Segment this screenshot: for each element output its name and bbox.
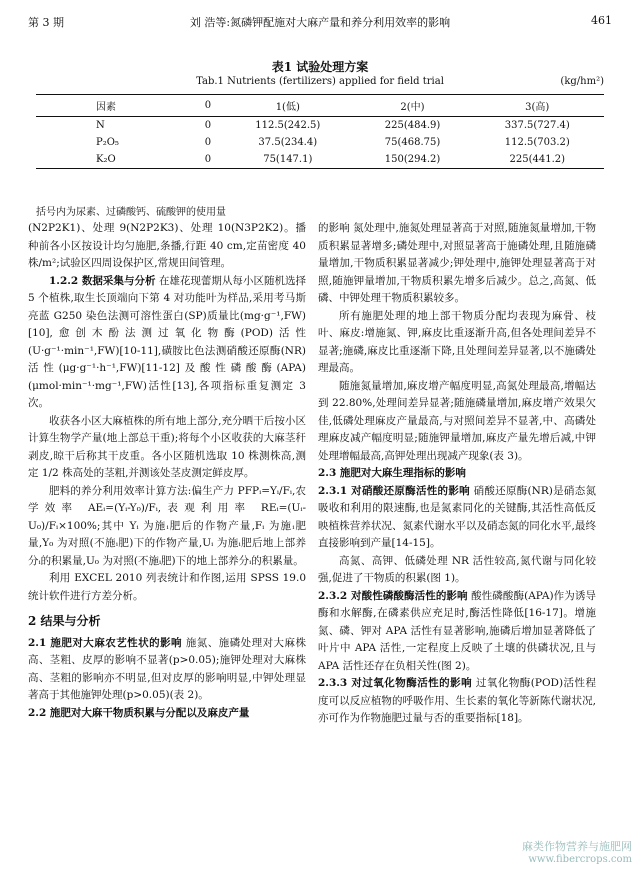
table-unit: (kg/hm²) xyxy=(560,76,604,87)
paragraph: 肥料的养分利用效率计算方法:偏生产力 PFPᵢ=Yᵢ/Fᵢ,农学效率 AEᵢ=(Yᵢ-Y₀)/Fᵢ,表观利用率 REᵢ=(Uᵢ-U₀)/Fᵢ×100%;其中 Yᵢ 为施ᵢ肥后的作物产量,Fᵢ 为施ᵢ肥量,Y₀ 为对照(不施ᵢ肥)下的作物产量,Uᵢ 为施ᵢ肥后地上部养分ᵢ的积累量,U₀ 为对照(不施ᵢ肥)下的地上部养分ᵢ的积累量。 xyxy=(28,484,306,567)
table-cell: 0 xyxy=(204,154,212,165)
paragraph-text: 硝酸还原酶(NR)是硝态氮吸收和利用的限速酶,也是氮素同化的关键酶,其活性高低反映植株营养状况、氮素代谢水平以及硝态氮的同化水平,最终直接影响到产量[14-15]。 xyxy=(318,484,596,549)
treatment-table xyxy=(36,94,604,169)
section-heading: 2 结果与分析 xyxy=(28,614,101,628)
paragraph: 高氮、高钾、低磷处理 NR 活性较高,氮代谢与同化较强,促进了干物质的积累(图 1)。 xyxy=(318,554,596,584)
table-row xyxy=(36,151,604,169)
table-cell: K₂O xyxy=(96,154,116,165)
table-cell: 150(294.2) xyxy=(384,154,441,165)
header-cell: 3(高) xyxy=(525,102,550,113)
table-header-row xyxy=(36,95,604,117)
left-column xyxy=(28,220,306,722)
table-cell: 75(147.1) xyxy=(263,154,313,165)
paragraph: (N2P2K1)、处理 9(N2P2K3)、处理 10(N3P2K2)。播种前各小区按设计均匀施肥,条播,行距 40 cm,定苗密度 40 株/m²;试验区四周设保护区,常规田间管理。 xyxy=(28,222,306,269)
paragraph: 利用 EXCEL 2010 列表统计和作图,运用 SPSS 19.0 统计软件进行方差分析。 xyxy=(28,572,306,602)
table-row xyxy=(36,134,604,151)
paragraph: 随施氮量增加,麻皮增产幅度明显,高氮处理最高,增幅达到 22.80%,处理间差异显著;随施磷量增加,麻皮增产效果欠佳,低磷处理麻皮产量最高,与对照间差异不显著,中、高磷处理麻皮减产幅度明显;随施钾量增加,麻皮产量先增后减,中钾处理增幅最高,高钾处理出现减产现象(表 3)。 xyxy=(318,379,596,462)
header-cell: 因素 xyxy=(96,102,116,113)
table-cell: 225(441.2) xyxy=(509,154,566,165)
watermark-url: www.fibercrops.com xyxy=(528,854,632,865)
table-cell: P₂O₅ xyxy=(96,137,119,148)
paragraph xyxy=(318,483,596,553)
subsection-heading: 2.2 施肥对大麻干物质积累与分配以及麻皮产量 xyxy=(28,706,250,719)
header-cell: 0 xyxy=(204,100,212,111)
table-note: 括号内为尿素、过磷酸钙、硫酸钾的使用量 xyxy=(36,207,226,218)
table-cell: 225(484.9) xyxy=(384,120,441,131)
header-cell: 2(中) xyxy=(400,102,425,113)
paragraph-text: 施氮、施磷处理对大麻株高、茎粗、皮厚的影响不显著(p>0.05);施钾处理对大麻株高、茎粗的影响亦不明显,但对皮厚的影响明显,中钾处理显著高于其他施钾处理(p>0.05)(表 2)。 xyxy=(28,636,306,701)
table-title-en: Tab.1 Nutrients (fertilizers) applied for field trial xyxy=(196,76,444,87)
table-title: 表1 试验处理方案 xyxy=(271,60,369,74)
page-header xyxy=(28,14,612,34)
issue-number: 第 3 期 xyxy=(28,16,64,29)
watermark-site-name: 麻类作物营养与施肥网 xyxy=(522,840,632,853)
table-cell: 337.5(727.4) xyxy=(504,120,570,131)
page-number: 461 xyxy=(591,14,612,27)
paragraph: 的影响 氮处理中,施氮处理显著高于对照,随施氮量增加,干物质积累显著增多;磷处理中,对照显著高于施磷处理,且随施磷量增加,干物质积累显著减少;钾处理中,施钾处理显著高于对照,随施钾量增加,干物质积累先增多后减少。总之,高氮、低磷、中钾处理干物质积累较多。 xyxy=(318,222,596,304)
paragraph: 所有施肥处理的地上部干物质分配均表现为麻骨、枝叶、麻皮:增施氮、钾,麻皮比重逐渐升高,但各处理间差异不显著;施磷,麻皮比重逐渐下降,且处理间差异显著,以不施磷处理最高。 xyxy=(318,309,596,374)
table-cell: 75(468.75) xyxy=(384,137,441,148)
paragraph xyxy=(318,588,596,676)
table-cell: 112.5(703.2) xyxy=(504,137,570,148)
table-cell: N xyxy=(96,120,105,131)
running-title: 刘 浩等:氮磷钾配施对大麻产量和养分利用效率的影响 xyxy=(189,16,451,29)
right-column xyxy=(318,220,596,728)
subsection-heading: 2.3.3 对过氧化物酶活性的影响 xyxy=(318,677,473,689)
subsection-heading: 1.2.2 数据采集与分析 xyxy=(49,274,156,287)
subsection-heading: 2.1 施肥对大麻农艺性状的影响 xyxy=(28,636,182,649)
paragraph xyxy=(28,273,306,413)
table-cell: 0 xyxy=(204,120,212,131)
table-cell: 0 xyxy=(204,137,212,148)
watermark xyxy=(522,840,632,866)
paragraph-text: 酸性磷酸酶(APA)作为诱导酶和水解酶,在磷素供应充足时,酶活性降低[16-17]。增施氮、磷、钾对 APA 活性有显著影响,施磷后增加显著降低了叶片中 APA 活性,一定程度上反映了土壤的供磷状况,且与 APA 活性还存在负相关性(图 2)。 xyxy=(318,589,596,672)
subsection-heading: 2.3.2 对酸性磷酸酶活性的影响 xyxy=(318,589,468,602)
subsection-heading: 2.3 施肥对大麻生理指标的影响 xyxy=(318,467,466,479)
table-cell: 112.5(242.5) xyxy=(255,120,321,131)
subsection-heading: 2.3.1 对硝酸还原酶活性的影响 xyxy=(318,484,470,497)
paragraph xyxy=(28,635,306,705)
table-cell: 37.5(234.4) xyxy=(258,137,318,148)
paragraph: 收获各小区大麻植株的所有地上部分,充分晒干后按小区计算生物学产量(地上部总干重);将每个小区收获的大麻茎秆剥皮,晾干后称其干皮重。各小区随机选取 10 株测株高,测定 1/2 株高处的茎粗,并测该处茎皮测定鲜皮厚。 xyxy=(28,414,306,479)
paragraph-text: 过氧化物酶(POD)活性程度可以反应植物的呼吸作用、生长素的氧化等新陈代谢状况,亦可作为作物施肥过量与否的重要指标[18]。 xyxy=(318,677,596,724)
table-row xyxy=(36,117,604,135)
paragraph xyxy=(318,675,596,728)
header-cell: 1(低) xyxy=(275,102,300,113)
paragraph-text: 在雄花现蕾期从每小区随机选择 5 个植株,取生长顶端向下第 4 对功能叶为样品,采用考马斯亮蓝 G250 染色法测可溶性蛋白(SP)质量比(mg·g⁻¹,FW)[10],愈创木酚法测过氧化物酶(POD)活性(U·g⁻¹·min⁻¹,FW)[10-11],磺胺比色法测硝酸还原酶(NR)活性(μg·g⁻¹·h⁻¹,FW)[11-12]及酸性磷酸酶(APA)(μmol·min⁻¹·mg⁻¹,FW)活性[13],各项指标重复测定 3 次。 xyxy=(28,274,307,409)
